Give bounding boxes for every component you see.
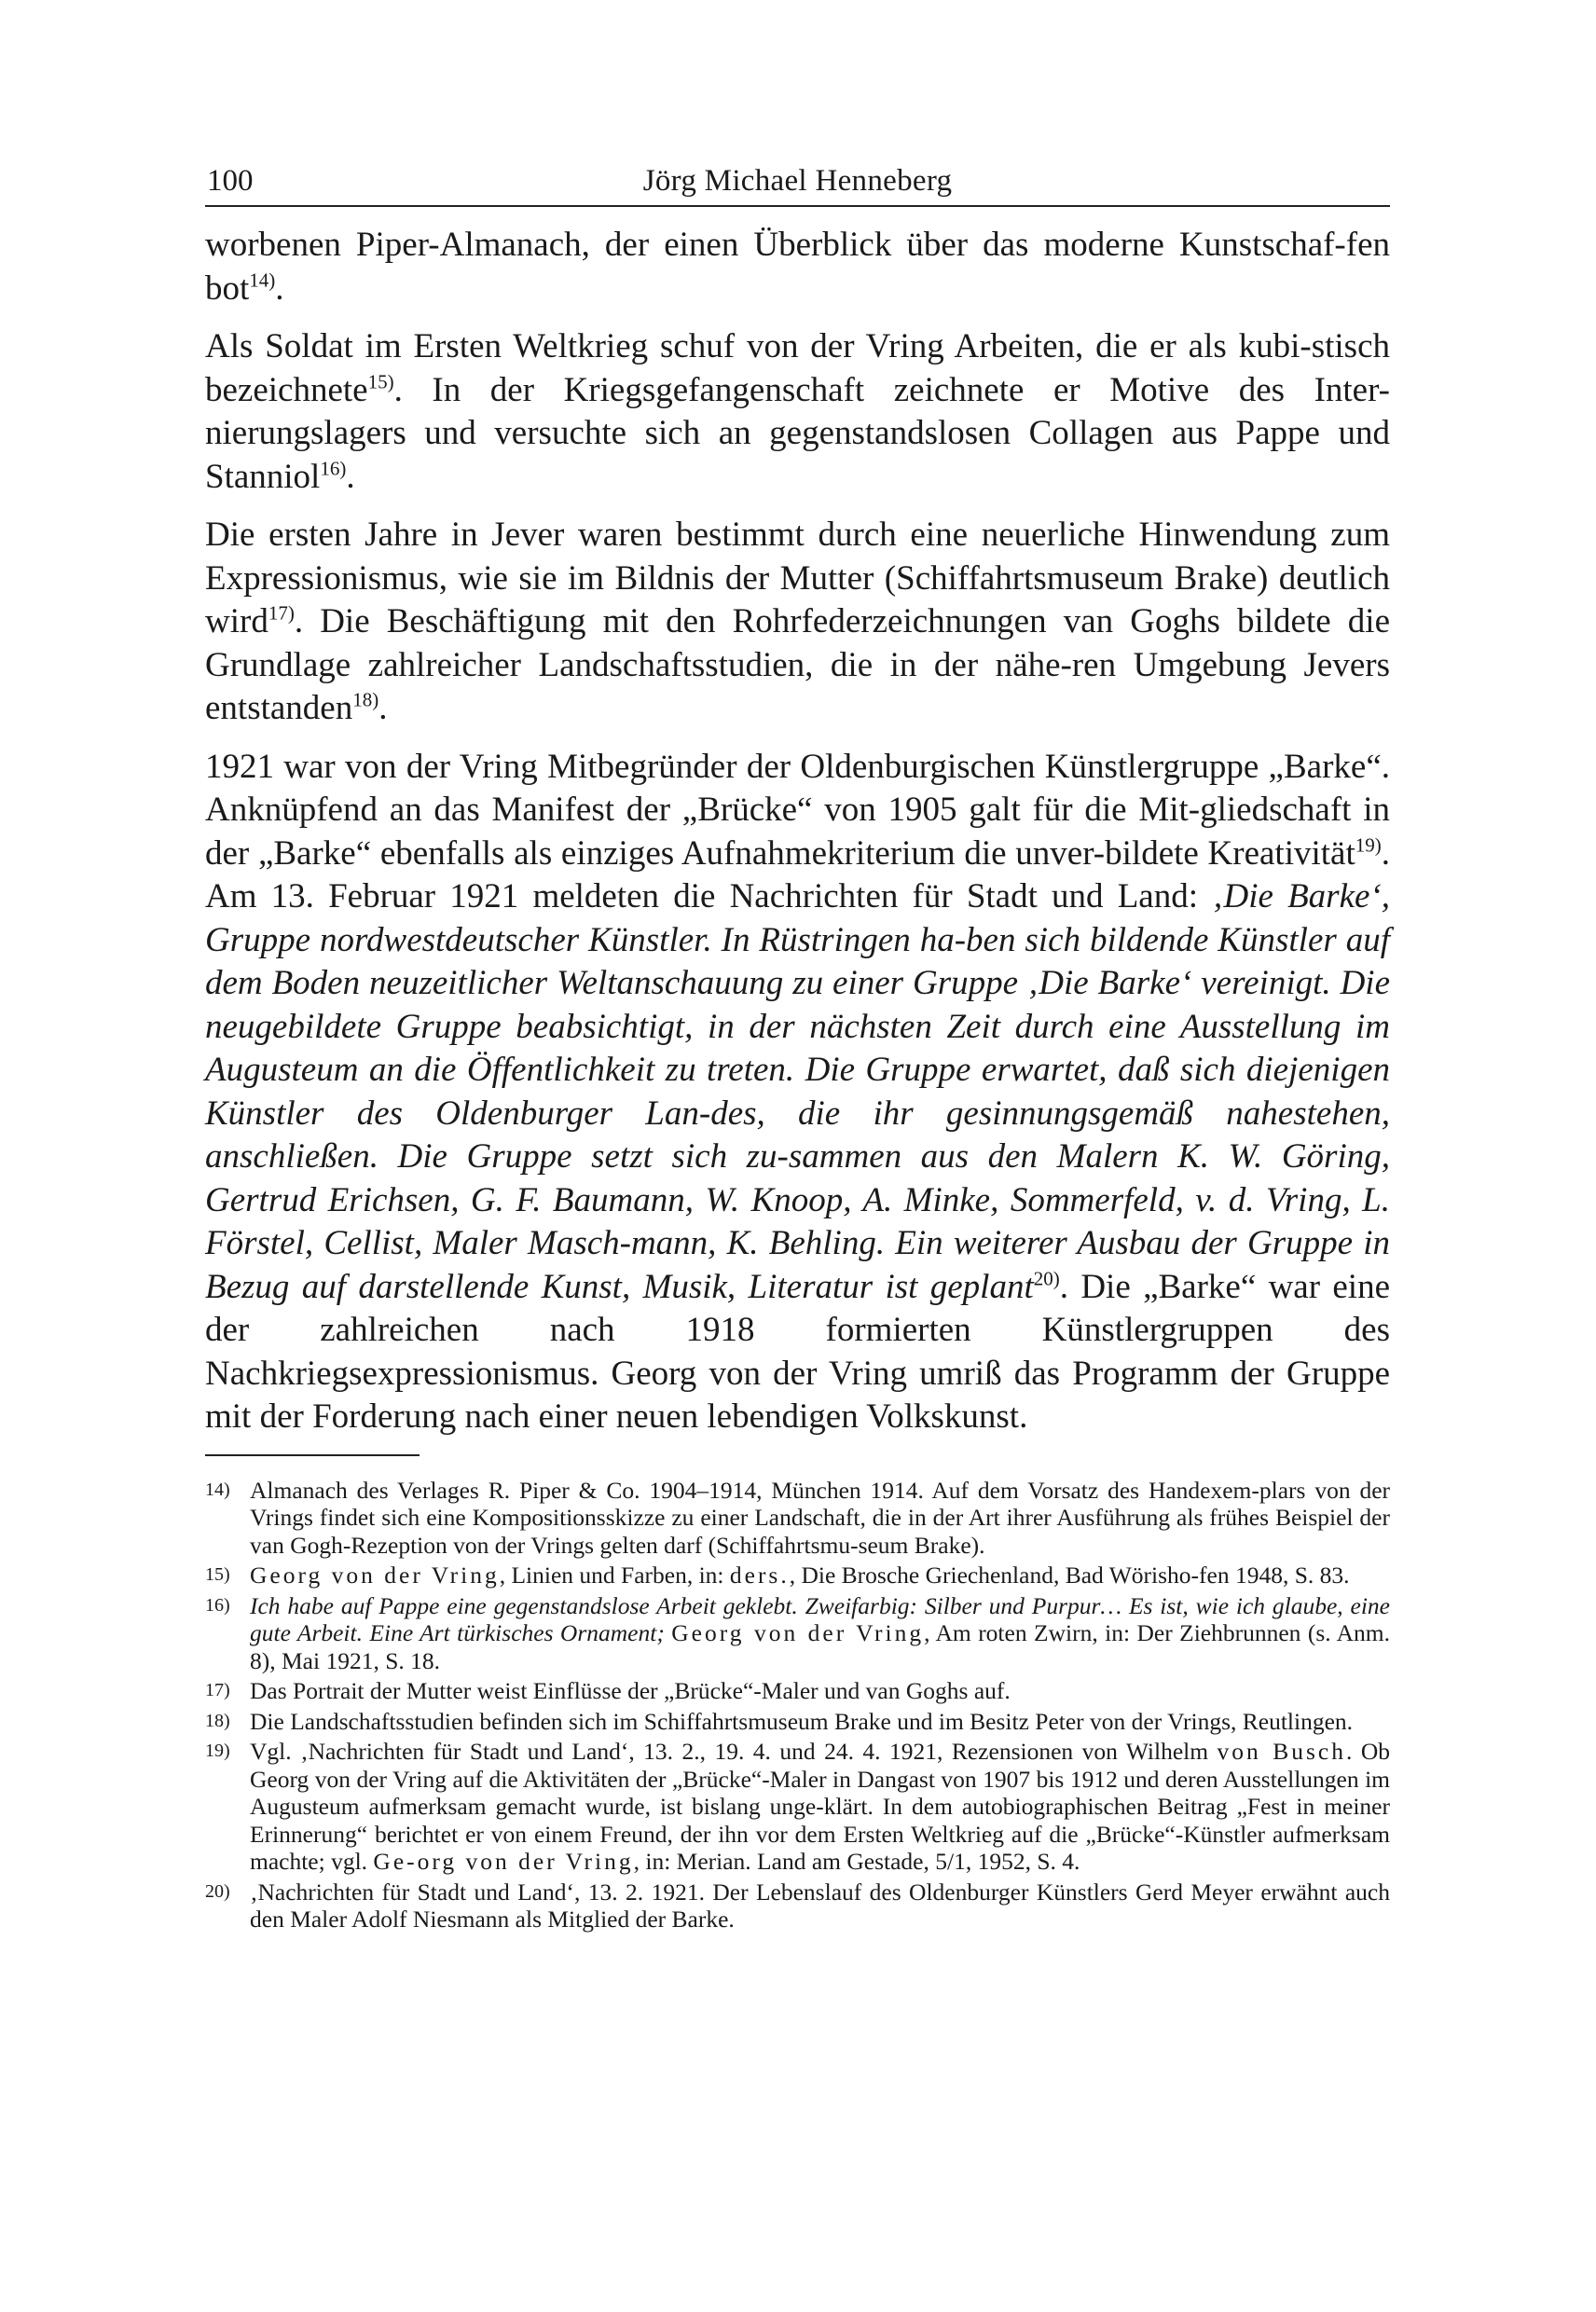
note-ref-19[interactable]: 19) [1355, 833, 1382, 857]
footnote-mark: 16) [205, 1594, 230, 1616]
footnote-14 [205, 1477, 1390, 1560]
footnote-text: Vgl. ‚Nachrichten für Stadt und Land‘, 13. 2., 19. 4. und 24. 4. 1921, Rezensionen von Wilhelm [250, 1738, 1218, 1765]
footnote-text: , Die Brosche Griechenland, Bad Wörisho-fen 1948, S. 83. [789, 1562, 1350, 1589]
paragraph-text: . Am 13. Februar 1921 meldeten die Nachrichten für Stadt und Land: [205, 833, 1390, 915]
footnote-text: , in: Merian. Land am Gestade, 5/1, 1952, S. 4. [633, 1848, 1080, 1875]
note-ref-17[interactable]: 17) [268, 601, 295, 625]
note-ref-16[interactable]: 16) [320, 457, 347, 480]
paragraph-text: worbenen Piper-Almanach, der einen Überblick über das moderne Kunstschaf-fen bot [205, 226, 1390, 308]
running-head: Jörg Michael Henneberg [642, 164, 953, 198]
footnote-20 [205, 1878, 1390, 1934]
footnote-mark: 17) [205, 1680, 230, 1700]
paragraph-4 [205, 746, 1390, 1439]
footnote-text: Das Portrait der Mutter weist Einflüsse der „Brücke“-Maler und van Goghs auf. [250, 1677, 1011, 1704]
newspaper-quote: ‚Die Barke‘, Gruppe nordwestdeutscher Künstler. In Rüstringen ha-ben sich bildende Künstler auf dem Boden neuzeitlicher Weltanschauung zu einer Gruppe ‚Die Barke‘ vereinigt. Die neugebildete Gruppe beabsichtigt, in der nächsten Zeit durch eine Ausstellung im Augusteum an die Öffentlichkeit zu treten. Die Gruppe erwartet, daß sich diejenigen Künstler des Oldenburger Lan-des, die ihr gesinnungsgemäß nahestehen, anschließen. Die Gruppe setzt sich zu-sammen aus den Malern K. W. Göring, Gertrud Erichsen, G. F. Baumann, W. Knoop, A. Minke, Sommerfeld, v. d. Vring, L. Förstel, Cellist, Maler Masch-mann, K. Behling. Ein weiterer Ausbau der Gruppe in Bezug auf darstellende Kunst, Musik, Literatur ist geplant [205, 877, 1390, 1306]
footnote-mark: 14) [205, 1479, 230, 1500]
footnotes [205, 1477, 1390, 1934]
footnote-19 [205, 1738, 1390, 1876]
footnote-author: Ge-org von der Vring [373, 1848, 634, 1875]
main-text [205, 224, 1390, 1439]
paragraph-3: Die ersten Jahre in Jever waren bestimmt durch eine neuerliche Hinwendung zum Expressionismus, wie sie im Bildnis der Mutter (Schiffahrtsmuseum Brake) deutlich wird$^{17)}$. Die Beschäftigung mit den Rohrfederzeichnungen van Goghs bildete die Grundlage zahlreicher Landschaftsstudien, die in der nähe-ren Umgebung Jevers entstanden$^{18)}$. [205, 516, 1390, 727]
note-ref-14[interactable]: 14) [249, 268, 276, 292]
footnote-author: Georg von der Vring [250, 1562, 500, 1589]
footnote-mark: 20) [205, 1880, 230, 1902]
footnote-text: , Am roten Zwirn, in: Der Ziehbrunnen (s. Anm. 8), Mai 1921, S. 18. [250, 1619, 1391, 1674]
paragraph-text: . In der Kriegsgefangenschaft zeichnete er Motive des Inter-nierungslagers und versuchte sich an gegenstandslosen Collagen aus Pappe und Stanniol [205, 370, 1390, 496]
page-number: 100 [207, 164, 254, 198]
paragraph-text: Als Soldat im Ersten Weltkrieg schuf von der Vring Arbeiten, die er als kubi-stisch bezeichnete [205, 327, 1390, 409]
paragraph-1: worbenen Piper-Almanach, der einen Überblick über das moderne Kunstschaf-fen bot$^{14)}$. [205, 226, 1390, 308]
footnote-mark: 18) [205, 1710, 230, 1731]
footnote-text: Almanach des Verlages R. Piper & Co. 1904–1914, München 1914. Auf dem Vorsatz des Handexem-plars von der Vrings findet sich eine Kompositionsskizze zu einer Landschaft, die in der Art ihrer Ausführung als frühes Beispiel der van Gogh-Rezeption von der Vrings gelten darf (Schiffahrtsmu-seum Brake). [250, 1476, 1390, 1559]
footnote-author: Georg von der Vring [671, 1619, 925, 1646]
page-header [205, 158, 1390, 207]
footnote-18 [205, 1708, 1390, 1736]
footnote-mark: 15) [205, 1564, 230, 1585]
note-ref-18[interactable]: 18) [352, 688, 379, 711]
footnote-divider [205, 1454, 420, 1456]
footnote-author: ders. [729, 1562, 790, 1589]
footnote-quote: Ich habe auf Pappe eine gegenstandslose Arbeit geklebt. Zweifarbig: Silber und Purpur… Es ist, wie ich glaube, eine gute Arbeit. Eine Art türkisches Ornament; [250, 1591, 1390, 1646]
footnote-17 [205, 1677, 1390, 1705]
footnote-15 [205, 1562, 1390, 1590]
footnote-text: ‚Nachrichten für Stadt und Land‘, 13. 2. 1921. Der Lebenslauf des Oldenburger Künstlers Gerd Meyer erwähnt auch den Maler Adolf Niesmann als Mitglied der Barke. [250, 1878, 1390, 1933]
footnote-author: von Busch [1217, 1738, 1346, 1765]
footnote-text: , Linien und Farben, in: [499, 1562, 730, 1589]
paragraph-text: Die ersten Jahre in Jever waren bestimmt durch eine neuerliche Hinwendung zum Expressionismus, wie sie im Bildnis der Mutter (Schiffahrtsmuseum Brake) deutlich wird [205, 516, 1390, 640]
paragraph-text: . Die Beschäftigung mit den Rohrfederzeichnungen van Goghs bildete die Grundlage zahlreicher Landschaftsstudien, die in der nähe-ren Umgebung Jevers entstanden [205, 602, 1390, 727]
footnote-16 [205, 1592, 1390, 1675]
footnote-mark: 19) [205, 1741, 230, 1761]
note-ref-15[interactable]: 15) [367, 370, 394, 393]
note-ref-20[interactable]: 20) [1033, 1267, 1060, 1290]
footnote-text: Die Landschaftsstudien befinden sich im Schiffahrtsmuseum Brake und im Besitz Peter von der Vrings, Reutlingen. [250, 1707, 1354, 1735]
paragraph-text: . Die „Barke“ war eine der zahlreichen nach 1918 formierten Künstlergruppen des Nachkriegsexpressionismus. Georg von der Vring umriß das Programm der Gruppe mit der Forderung nach einer neuen lebendigen Volkskunst. [205, 1267, 1391, 1436]
footnote-text: . Ob Georg von der Vring auf die Aktivitäten der „Brücke“-Maler in Dangast von 1907 bis 1912 und deren Ausstellungen im Augusteum aufmerksam gemacht wurde, ist bislang unge-klärt. In dem autobiographischen Beitrag „Fest in meiner Erinnerung“ berichtet er von einem Freund, der ihn vor dem Ersten Weltkrieg auf die „Brücke“-Künstler aufmerksam machte; vgl. [250, 1738, 1391, 1875]
paragraph-text: 1921 war von der Vring Mitbegründer der Oldenburgischen Künstlergruppe „Barke“. Anknüpfend an das Manifest der „Brücke“ von 1905 galt für die Mit-gliedschaft in der „Barke“ ebenfalls als einziges Aufnahmekriterium die unver-bildete Kreativität [205, 747, 1390, 873]
paragraph-2: Als Soldat im Ersten Weltkrieg schuf von der Vring Arbeiten, die er als kubi-stisch bezeichnete$^{15)}$. In der Kriegsgefangenschaft zeichnete er Motive des Inter-nierungslagers und versuchte sich an gegenstandslosen Collagen aus Pappe und Stanniol$^{16)}$. [205, 327, 1390, 496]
book-page [205, 158, 1390, 1936]
